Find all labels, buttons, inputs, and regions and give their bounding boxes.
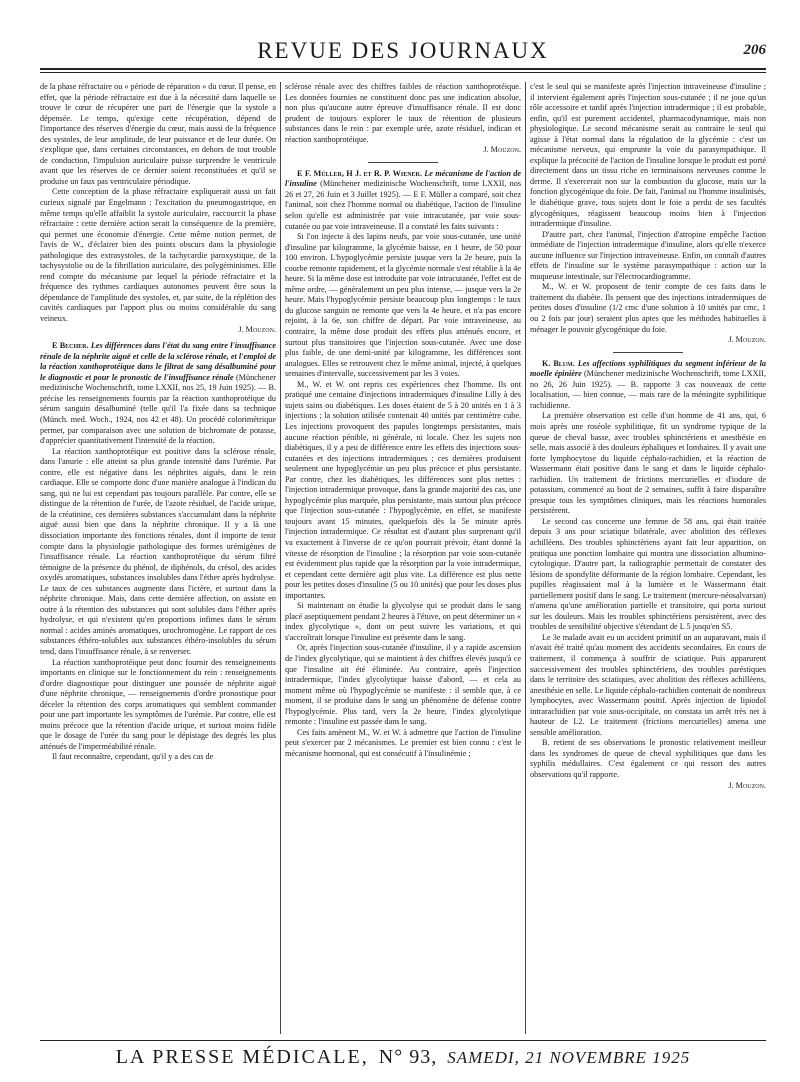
footer-date: SAMEDI, 21 NOVEMBRE 1925	[447, 1048, 691, 1067]
article-columns	[40, 82, 766, 1034]
article-author: K. Blum.	[542, 358, 575, 368]
paragraph: D'autre part, chez l'animal, l'injection d'atropine empêche l'action immédiate de l'injection intradermique d'insuline, alors qu'elle n'exerce aucune influence sur l'injection intraveineuse. Enfin, on connaît d'autres effets de l'insuline sur le système parasympathique : action sur la muqueuse intestinale, sur l'électrocardiogramme.	[530, 229, 766, 281]
article-reference: (Münchener medizinische Wochenschrift, tome LXXII, nos 25, 19 Juin 1925). — B. précise les renseignements fournis par la réaction xanthoprotéique du sérum sanguin désalbuminé (telle qu'il l'a fixée dans sa technique (Münch. med. Woch., 1924, nos 42 et 48). Un procédé colorimétrique permet, par comparaison avec une solution de bichromate de potasse, d'apprécier quantitativement l'intensité de la réaction.	[40, 372, 276, 446]
paragraph: Or, après l'injection sous-cutanée d'insuline, il y a rapide ascension de l'index glycolytique, qui se maintient à des chiffres élevés jusqu'à ce que l'insuline ait été éliminée. Au contraire, après l'injection intradermique, l'index glycolytique baisse d'abord, — et cela au moment même où l'hypoglycémie se manifeste : il semble que, à ce moment, il se produise dans le sang un phénomène de défense contre l'hypoglycémie. Plus tard, vers la 2e heure, l'index glycolytique remonte : l'insuline est passée dans le sang.	[285, 643, 521, 727]
paragraph: c'est le seul qui se manifeste après l'injection intraveineuse d'insuline ; il intervient également après l'injection sous-cutanée ; il ne joue qu'un rôle accessoire et tardif après l'injection intradermique ; il est probable, enfin, qu'il est purement accidentel, pharmacodynamique, mais non physiologique. Le second mécanisme serait au contraire le seul qui agisse à l'état normal dans la régulation de la glycémie : c'est un mécanisme nerveux, qui emprunte la voie du parasympathique. Il explique la précocité de l'action de l'insuline lorsque le produit est porté directement dans un tissu riche en terminaisons nerveuses comme le derme. Il s'exercerait non sur la combustion du glucose, mais sur la fonction glycogénique du foie. De fait, l'animal ou l'homme insulinisés, le diabétique grave, tous sujets dont le foie a perdu de ses facultés glycogéniques, réagissent beaucoup moins bien à l'injection intradermique d'insuline.	[530, 82, 766, 229]
article-title: Le mécanisme de l'action de l'insuline	[285, 168, 521, 189]
column-1	[40, 82, 276, 1034]
article-author: E Becher.	[52, 341, 89, 351]
column-divider	[525, 82, 526, 1034]
author-signature: J. Mouzon.	[483, 145, 521, 155]
paragraph: Si l'on injecte à des lapins neufs, par voie sous-cutanée, une unité d'insuline par kilogramme, la glycémie baisse, en 1 heure, de 50 pour 100 environ. L'hypoglycémie persiste jusque vers la 2e heure, puis la courbe remonte rapidement, et la glycémie normale s'est rétablie à la 4e heure. Si la même dose est introduite par voie intracutanée, l'effet est de même ordre, — généralement un peu plus intense, — jusque vers la 2e heure. Mais l'hypoglycémie persiste beaucoup plus longtemps : le taux du glucose sanguin ne remonte que vers la 4e heure, et n'a pas encore rejoint, à la 6e, son chiffre de départ. Par voie intraveineuse, au contraire, la même dose produit des effets plus atténués encore, et surtout plus transitoires que l'injection sous-cutanée. Avec une dose plus faible, de une demi-unité par kilogramme, les différences sont analogues. Elles se retrouvent chez le même animal, injecté, à quelques semaines d'intervalle, successivement par les 3 voies.	[285, 232, 521, 379]
paragraph: de la phase réfractaire ou « période de réparation » du cœur. Il pense, en effet, que la période réfractaire est due à la nécessité dans laquelle se trouve le cœur de récupérer une part de l'énergie que la systole a dépensée. Le temps, qu'exige cette récupération, dépend de l'importance des réserves d'énergie du cœur, mais aussi de la fréquence des systoles, de leur amplitude, de leur puissance et de leur durée. On s'explique que, dans certaines circonstances, en dehors de tout trouble de conduction, l'impulsion auriculaire puisse surprendre le ventricule avant que les réserves de ce dernier soient reconstituées et qu'il se produise un faux pas ventriculaire périodique.	[40, 82, 276, 186]
footer-rule	[40, 1040, 766, 1041]
author-signature: J. Mouzon.	[728, 335, 766, 345]
paragraph: Le 3e malade avait eu un accident primitif un an auparavant, mais il n'avait été traité qu'au moment des accidents secondaires. En cours de traitement, il commença à souffrir de sciatique. Puis apparurent successivement des troubles sphinctériens, des troubles paréstiques dans le territoire des sciatiques, avec abolition des réflexes achilléens, anesthésie en selle. Le liquide céphalo-rachidien contenait de nombreux lymphocytes, avec Wassermann positif. Après injection de lipiodol intrarachidien par voie sous-occipitale, on constata un arrêt très net à hauteur de L2. Le traitement (frictions mercurielles) amena une sensible amélioration.	[530, 632, 766, 737]
page-header	[40, 36, 766, 66]
paragraph: M., W. et W. proposent de tenir compte de ces faits dans le traitement du diabète. Ils pensent que des injections intradermiques de petites doses d'insuline (1/2 cmc d'une solution à 10 unités par cmc, 1 ou 2 fois par jour) seraient plus aptes que les méthodes habituelles à ménager le pouvoir glycogénique du foie.	[530, 282, 766, 334]
footer-journal-name: LA PRESSE MÉDICALE,	[115, 1046, 369, 1068]
article-heading	[285, 169, 521, 232]
article-title: Les différences dans l'état du sang entre l'insuffisance rénale de la néphrite aiguë et celle de la sclérose rénale, et l'emploi de la réaction xanthoprotéique dans le filtrat de sang désalbuminé pour le diagnostic et pour le pronostic de l'insuffisance rénale	[40, 341, 276, 382]
journal-section-title: REVUE DES JOURNAUX	[257, 38, 549, 63]
page-footer	[40, 1046, 766, 1072]
paragraph: sclérose rénale avec des chiffres faibles de réaction xanthoprotéique. Les données fournies ne constituent donc pas une indication absolue, non plus qu'aucune autre épreuve d'insuffisance rénale. Il est donc prudent de toujours explorer le taux de rétention de plusieurs substances dans le rein : par exemple urée, azote résiduel, indican et réaction xanthoprotéique.	[285, 82, 521, 144]
column-divider	[280, 82, 281, 1034]
paragraph: Si maintenant on étudie la glycolyse qui se produit dans le sang placé aseptiquement pendant 2 heures à l'étuve, on peut déterminer un « index glycolytique », dont on peut suivre les variations, et qui s'accroîtrait lorsque l'insuline est présente dans le sang.	[285, 601, 521, 642]
header-rule	[40, 68, 766, 70]
article-reference: (Münchener medizinische Wochenschrift, tome LXXII, no 26, 26 Juin 1925). — B. rapporte 3 cas nouveaux de cette localisation, — bien connue, — mais rare de la méningite syphilitique rachidienne.	[530, 369, 766, 410]
paragraph: La réaction xanthoprotéique est positive dans la sclérose rénale, dans l'anurie : elle atteint sa plus grande intensité dans l'urémie. Par contre, elle est négative dans les néphrites aiguës, dans le rein cardiaque. Elle se comporte donc d'une manière analogue à l'indican du sang, qui ne lui est cependant pas toujours parallèle. Par contre, elle se distingue de la rétention de l'urée, de l'azote résiduel, de l'acide urique, de la créatinine, ces dernières substances s'accumulant dans la néphrite aiguë aussi bien que dans la néphrite chronique. Il y a là une dissociation importante des fonctions rénales, dont il importe de tenir compte dans la physiologie pathologique des formes urémigènes de l'insuffisance rénale. La réaction xanthoprotéique du sérum filtré témoigne de la présence du phénol, de diphénols, du crésol, des acides oxydés aromatiques, substances insolubles dans l'éther après hydrolyse. Le taux de ces substances augmente dans l'ictère, et surtout dans la néphrite chronique. Mais, dans cette dernière affection, on assiste en outre à la rétention des substances qui sont solubles dans l'éther après hydrolyse, et qui n'existent qu'en proportions infimes dans le sérum normal : acides aminés aromatiques, urochromogène. Le rapport de ces substances éthéro-solubles aux substances éthéro-insolubles du sérum tend, dans l'insuffisance rénale, à se renverser.	[40, 446, 276, 656]
article-heading	[40, 341, 276, 446]
article-title: Les affections syphilitiques du segment inférieur de la moelle épinière	[530, 358, 766, 379]
article-heading	[530, 359, 766, 412]
paragraph: Cette conception de la phase réfractaire expliquerait aussi un fait curieux signalé par Engelmann : l'excitation du pneumogastrique, en même temps qu'elle affaiblit la systole auriculaire, raccourcit la phase réfractaire : cette dernière action serait la conséquence de la première, qui permet une économie d'énergie. Cette même notion permet, de l'avis de W., d'éclairer bien des points obscurs dans la physiologie pathologique des extrasystoles, de la tachycardie paroxystique, de la tachysystolie ou de la fibrillation auriculaire, des polygéminismes. Elle rend compte du mécanisme par lequel la période réfractaire et la fréquence des rythmes cardiaques autonomes peuvent être sous la dépendance de l'amplitude des systoles, et, par suite, de la réplétion des cavités cardiaques par l'apport plus ou moins considérable du sang veineux.	[40, 187, 276, 324]
article-author: E F. Müller, H J. et R. P. Wiener.	[297, 168, 422, 178]
column-3	[530, 82, 766, 1034]
paragraph: M., W. et W. ont repris ces expériences chez l'homme. Ils ont pratiqué une centaine d'injections intradermiques d'insuline Lilly à des sujets sains ou diabétiques. Les doses étaient de 5 à 20 unités en 1 à 3 injections ; la solution utilisée contenait 40 unités par centimètre cube. Les injections provoquent des papules longtemps persistantes, mais aucune réaction pénible, ni générale, ni locale. Chez les sujets non diabétiques, il y a peu de différence entre les effets des injections sous-cutanées et des injections intradermiques ; ces dernières produisent seulement une hypoglycémie un peu plus précoce et plus persistante. Par contre, chez les diabétiques, les différences sont plus nettes : l'injection intradermique provoque, dans la grande majorité des cas, une hypoglycémie plus marquée, plus persistante, mais surtout plus précoce que l'injection sous-cutanée : l'hypoglycémie, en effet, se manifeste toujours avant 15 minutes, quelquefois dès la 5e minute après l'injection intradermique. Ce résultat est d'autant plus surprenant qu'il va exactement à l'inverse de ce qu'on pourrait prévoir, étant donné la vitesse de résorption de l'insuline ; la résorption par voie sous-cutanée est évidemment plus rapide que la résorption par la voie intradermique, et cependant cette dernière agit plus vite. La différence est plus nette pour les petites doses d'insuline (5 ou 10 unités) que pour les doses plus importantes.	[285, 379, 521, 600]
paragraph: Il faut reconnaître, cependant, qu'il y a des cas de	[52, 752, 214, 762]
article-separator	[613, 352, 683, 353]
author-signature: J. Mouzon.	[238, 324, 276, 334]
header-rule-thin	[40, 72, 766, 73]
paragraph: B. retient de ses observations le pronostic relativement meilleur dans les syndromes de queue de cheval syphilitiques que dans les syphilis médullaires. C'est également ce qui ressort des autres observations qu'il rapporte.	[530, 738, 766, 779]
paragraph: La réaction xanthoprotéique peut donc fournir des renseignements importants en clinique sur le fonctionnement du rein : renseignements d'ordre diagnostique pour distinguer une poussée de néphrite aiguë d'une néphrite chronique, — renseignements d'ordre pronostique pour déceler la rétention des corps aromatiques qui semblent commander pour une part importante les symptômes de l'urémie. Par contre, elle est moins précoce que la rétention d'acide urique, et surtout moins fidèle que le dosage de l'urée du sang pour le dépistage des degrés les plus atténués de l'imperméabilité rénale.	[40, 657, 276, 751]
paragraph: Le second cas concerne une femme de 58 ans, qui était traitée depuis 3 ans pour sciatique bilatérale, avec abolition des réflexes achilléens. Des troubles sphinctériens ayant fait leur apparition, on pratiqua une ponction lombaire qui montra une dissociation albumino-cytologique. D'autre part, la radiographie permettait de constater des lésions de spondylite déformante de la région lombaire. Cependant, les pupilles réagissaient mal à la lumière et le Wassermann était partiellement positif dans le sang. Le traitement (mercure-néosalvarsan) n'amena qu'une amélioration partielle et transitoire, qui porta surtout sur les douleurs. Mais les troubles sphinctériens persistèrent, avec des troubles de sensibilité objective s'étendant de L 5 jusqu'en S5.	[530, 516, 766, 632]
article-separator	[368, 162, 438, 163]
column-2	[285, 82, 521, 1034]
page-number: 206	[743, 42, 766, 58]
article-reference: (Münchener medizinische Wochenschrift, tome LXXII, nos 26 et 27, 26 Juin et 3 Juillet 1925). — E F. Müller a comparé, soit chez l'animal, soit chez l'homme normal ou diabétique, l'action de l'insuline selon qu'elle est administrée par voie intracutanée, par voie sous-cutanée ou par voie intraveineuse. Il a constaté les faits suivants :	[285, 179, 521, 231]
author-signature: J. Mouzon.	[728, 780, 766, 790]
paragraph: La première observation est celle d'un homme de 41 ans, qui, 6 mois après une roséole syphilitique, fit un syndrome typique de la queue de cheval basse, avec troubles sphinctériens et anesthésie en selle, mais associé à des douleurs éphaliques et lombaires. Il y avait une forte lymphocytose du liquide céphalo-rachidien, et la réaction de Wassermann était positive dans le sang et dans le liquide céphalo-rachidien. Un traitement de frictions mercurielles et d'iodure de potassium, commencé au bout de 2 semaines, suffit à faire disparaître presque tous les symptômes cliniques, mais les réactions humorales persistèrent.	[530, 411, 766, 516]
paragraph: Ces faits amènent M., W. et W. à admettre que l'action de l'insuline peut s'exercer par 2 mécanismes. Le premier est bien connu : c'est le mécanisme hormonal, qui est consécutif à l'insulinémie ;	[285, 727, 521, 758]
footer-issue-number: N° 93,	[378, 1046, 438, 1068]
